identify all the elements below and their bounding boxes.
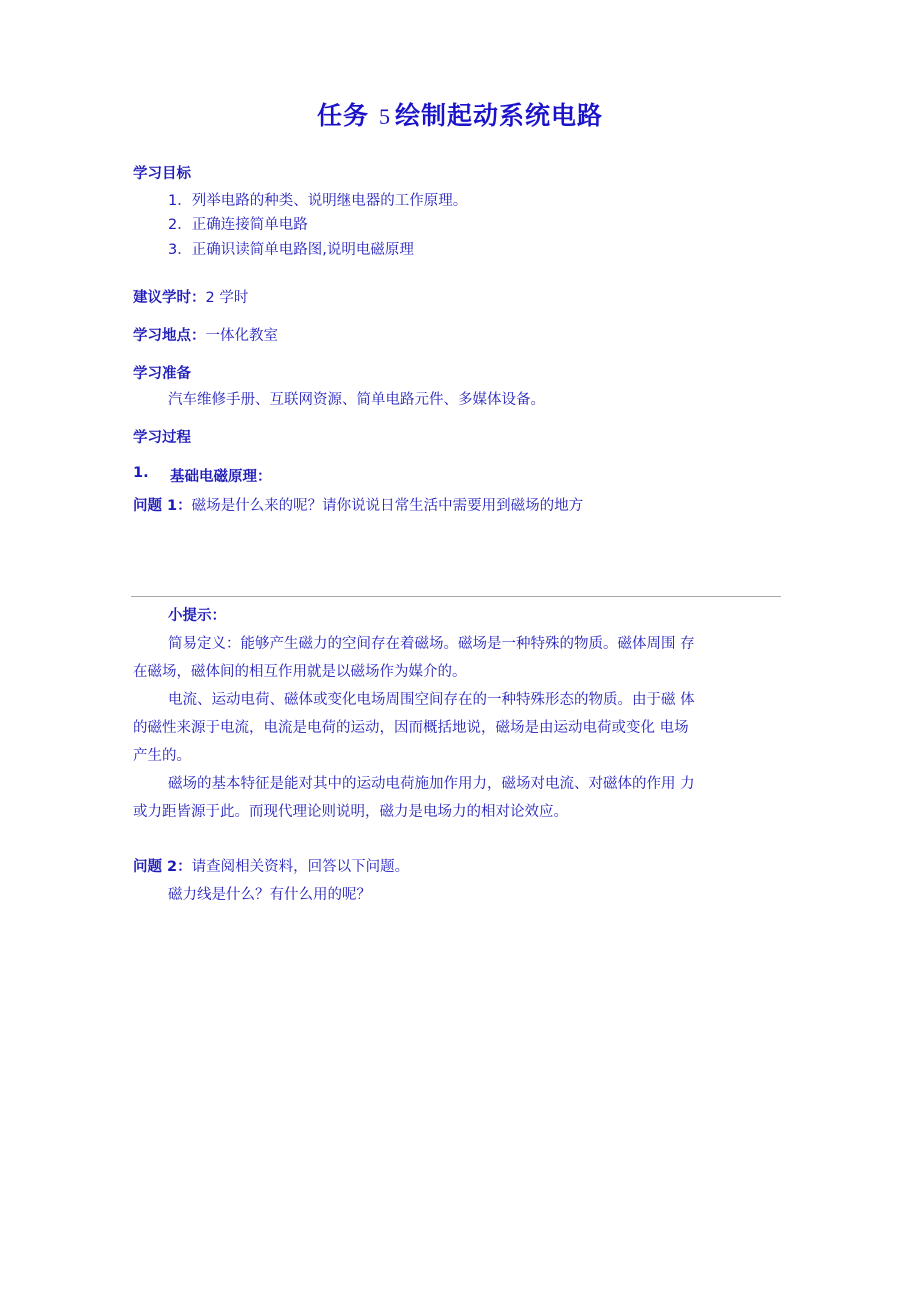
objectives-heading: 学习目标 [133, 166, 191, 182]
question2-sub: 磁力线是什么？有什么用的呢？ [168, 887, 371, 903]
objective-item: 2．正确连接简单电路 [168, 217, 308, 233]
tips-line: 简易定义：能够产生磁力的空间存在着磁场。磁场是一种特殊的物质。磁体周围 存 [168, 636, 695, 652]
tips-line: 磁场的基本特征是能对其中的运动电荷施加作用力，磁场对电流、对磁体的作用 力 [168, 776, 695, 792]
tips-line: 电流、运动电荷、磁体或变化电场周围空间存在的一种特殊形态的物质。由于磁 体 [168, 692, 695, 708]
question2 [133, 855, 409, 876]
question1-label: 问题 1： [133, 498, 192, 514]
tips-heading: 小提示： [168, 608, 226, 624]
section1-number: 1. [133, 465, 149, 481]
hours-row [133, 286, 248, 307]
objective-item: 3．正确识读简单电路图,说明电磁原理 [168, 242, 414, 258]
hours-value: 2 学时 [205, 290, 249, 306]
title-number: 5 [379, 104, 391, 129]
section-divider [131, 596, 781, 597]
section1-title: 基础电磁原理： [170, 469, 272, 485]
title-text: 绘制起动系统电路 [395, 101, 604, 130]
location-label: 学习地点： [133, 328, 206, 344]
question1 [133, 494, 583, 515]
hours-label: 建议学时： [133, 290, 206, 306]
tips-line: 产生的。 [133, 748, 191, 764]
objective-item: 1．列举电路的种类、说明继电器的工作原理。 [168, 193, 468, 209]
question2-label: 问题 2： [133, 859, 192, 875]
preparation-text: 汽车维修手册、互联网资源、简单电路元件、多媒体设备。 [168, 392, 545, 408]
tips-line: 在磁场，磁体间的相互作用就是以磁场作为媒介的。 [133, 664, 467, 680]
question1-text: 磁场是什么来的呢？请你说说日常生活中需要用到磁场的地方 [191, 498, 584, 514]
process-heading: 学习过程 [133, 430, 191, 446]
tips-line: 的磁性来源于电流，电流是电荷的运动，因而概括地说，磁场是由运动电荷或变化 电场 [133, 720, 689, 736]
location-row [133, 324, 278, 345]
preparation-heading: 学习准备 [133, 366, 191, 382]
page-title [0, 96, 920, 132]
location-value: 一体化教室 [205, 328, 278, 344]
title-prefix: 任务 [316, 101, 369, 130]
question2-text: 请查阅相关资料，回答以下问题。 [191, 859, 410, 875]
tips-line: 或力距皆源于此。而现代理论则说明，磁力是电场力的相对论效应。 [133, 804, 568, 820]
